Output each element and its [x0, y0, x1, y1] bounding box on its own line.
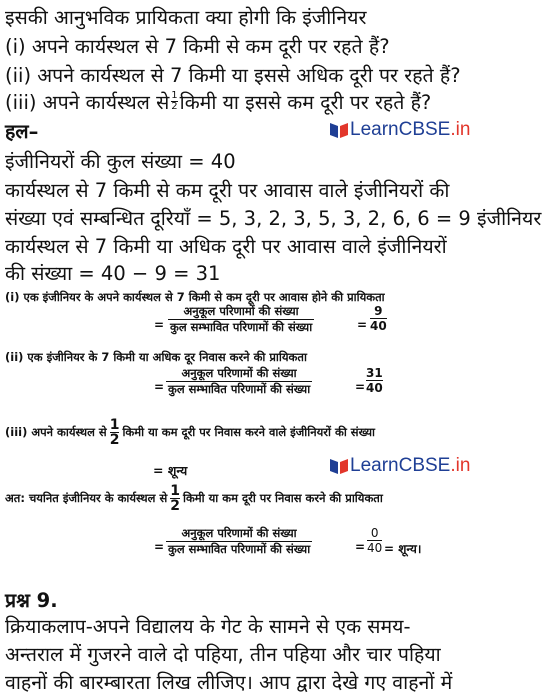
- equals-sign: =: [355, 540, 366, 554]
- fraction-denominator: कुल सम्भावित परिणामों की संख्या: [170, 320, 313, 334]
- half-fraction: [171, 91, 177, 112]
- solution-line-7: कार्यस्थल से 7 किमी से कम दूरी पर आवास वाले इंजीनियरों की: [5, 179, 450, 202]
- question-part-iii: [5, 88, 431, 115]
- therefore-start: अत: चयनित इंजीनियर के कार्यस्थल से: [5, 491, 168, 505]
- solution-line-10: की संख्या = 40 − 9 = 31: [5, 262, 221, 285]
- question-part-ii: (ii) अपने कार्यस्थल से 7 किमी या इससे अधिक दूरी पर रहते हैं?: [5, 64, 461, 87]
- fraction-numerator: अनुकूल परिणामों की संख्या: [183, 304, 299, 318]
- solution-line-9: कार्यस्थल से 7 किमी या अधिक दूरी पर आवास वाले इंजीनियरों: [5, 235, 447, 258]
- therefore-end: किमी या कम दूरी पर निवास करने की प्रायिकता: [182, 491, 383, 505]
- logo-suffix-text: .in: [450, 455, 471, 476]
- part-iii-heading: [5, 418, 375, 447]
- fraction-numerator: अनुकूल परिणामों की संख्या: [181, 526, 297, 540]
- question-9-line-3: वाहनों की बारम्बारता लिख लीजिए। आप द्वारा देखे गए वाहनों में: [5, 671, 453, 694]
- question-9-line-1: क्रियाकलाप-अपने विद्यालय के गेट के सामने से एक समय-: [5, 615, 411, 638]
- fraction-denominator: कुल सम्भावित परिणामों की संख्या: [168, 542, 311, 556]
- result-fraction-iii: [367, 526, 382, 555]
- question-part-i: (i) अपने कार्यस्थल से 7 किमी से कम दूरी पर रहते हैं?: [5, 35, 390, 58]
- question-part-iii-start: (iii) अपने कार्यस्थल से: [5, 91, 170, 114]
- book-icon: [328, 455, 350, 477]
- part-ii-heading: (ii) एक इंजीनियर के 7 किमी या अधिक दूर निवास करने की प्रायिकता: [5, 350, 307, 364]
- solution-heading: हल–: [5, 120, 39, 143]
- part-iii-start: (iii) अपने कार्यस्थल से: [5, 425, 107, 439]
- logo-suffix-text: .in: [450, 119, 471, 140]
- result-fraction-i: [370, 304, 387, 333]
- fraction-numerator: 9: [374, 304, 383, 318]
- part-i-heading: (i) एक इंजीनियर के अपने कार्यस्थल से 7 किमी से कम दूरी पर आवास होने की प्रायिकता: [5, 290, 385, 304]
- fraction-denominator: कुल सम्भावित परिणामों की संख्या: [168, 382, 311, 396]
- equals-sign: =: [154, 380, 165, 394]
- equals-sign: =: [154, 318, 165, 332]
- question-part-iii-end: किमी या इससे कम दूरी पर रहते हैं?: [179, 91, 432, 114]
- fraction-numerator: 0: [370, 526, 379, 540]
- question-9-line-2: अन्तराल में गुजरने वाले दो पहिया, तीन पहिया और चार पहिया: [5, 643, 441, 666]
- fraction-numerator: 31: [366, 366, 383, 380]
- fraction-numerator: 1: [170, 483, 180, 499]
- fraction-numerator: अनुकूल परिणामों की संख्या: [181, 366, 297, 380]
- part-iii-end: किमी या कम दूरी पर निवास करने वाले इंजीनियरों की संख्या: [122, 425, 375, 439]
- therefore-line: [5, 484, 383, 513]
- zero-result: = शून्य।: [384, 542, 422, 556]
- zero-count: = शून्य: [153, 463, 188, 478]
- logo-main-text: LearnCBSE: [350, 455, 451, 476]
- equals-sign: =: [357, 318, 368, 332]
- question-9-title: प्रश्न 9.: [5, 589, 58, 612]
- learncbse-logo: [328, 455, 470, 477]
- fraction-numerator: 1: [109, 417, 120, 433]
- half-fraction: [110, 418, 120, 447]
- fraction-denominator: 40: [366, 381, 383, 395]
- fraction-denominator: 2: [171, 101, 178, 112]
- equals-sign: =: [154, 540, 165, 554]
- question-line-1: इसकी आनुभविक प्रायिकता क्या होगी कि इंजीनियर: [5, 6, 367, 29]
- fraction-denominator: 2: [170, 498, 180, 514]
- fraction-denominator: 2: [109, 432, 120, 448]
- probability-fraction-iii: [166, 526, 312, 557]
- total-engineers-line: इंजीनियरों की कुल संख्या = 40: [5, 150, 236, 173]
- equals-sign: =: [355, 380, 366, 394]
- solution-line-8: संख्या एवं सम्बन्धित दूरियाँ = 5, 3, 2, 3, 5, 3, 2, 6, 6 = 9 इंजीनियर: [5, 207, 542, 230]
- logo-main-text: LearnCBSE: [350, 119, 451, 140]
- result-fraction-ii: [366, 366, 383, 395]
- book-icon: [328, 119, 350, 141]
- fraction-denominator: 40: [370, 319, 387, 333]
- half-fraction: [170, 484, 180, 513]
- probability-fraction-i: [168, 304, 314, 335]
- learncbse-logo: [328, 119, 470, 141]
- fraction-denominator: 40: [367, 541, 383, 555]
- probability-fraction-ii: [166, 366, 312, 397]
- fraction-numerator: 1: [171, 90, 178, 101]
